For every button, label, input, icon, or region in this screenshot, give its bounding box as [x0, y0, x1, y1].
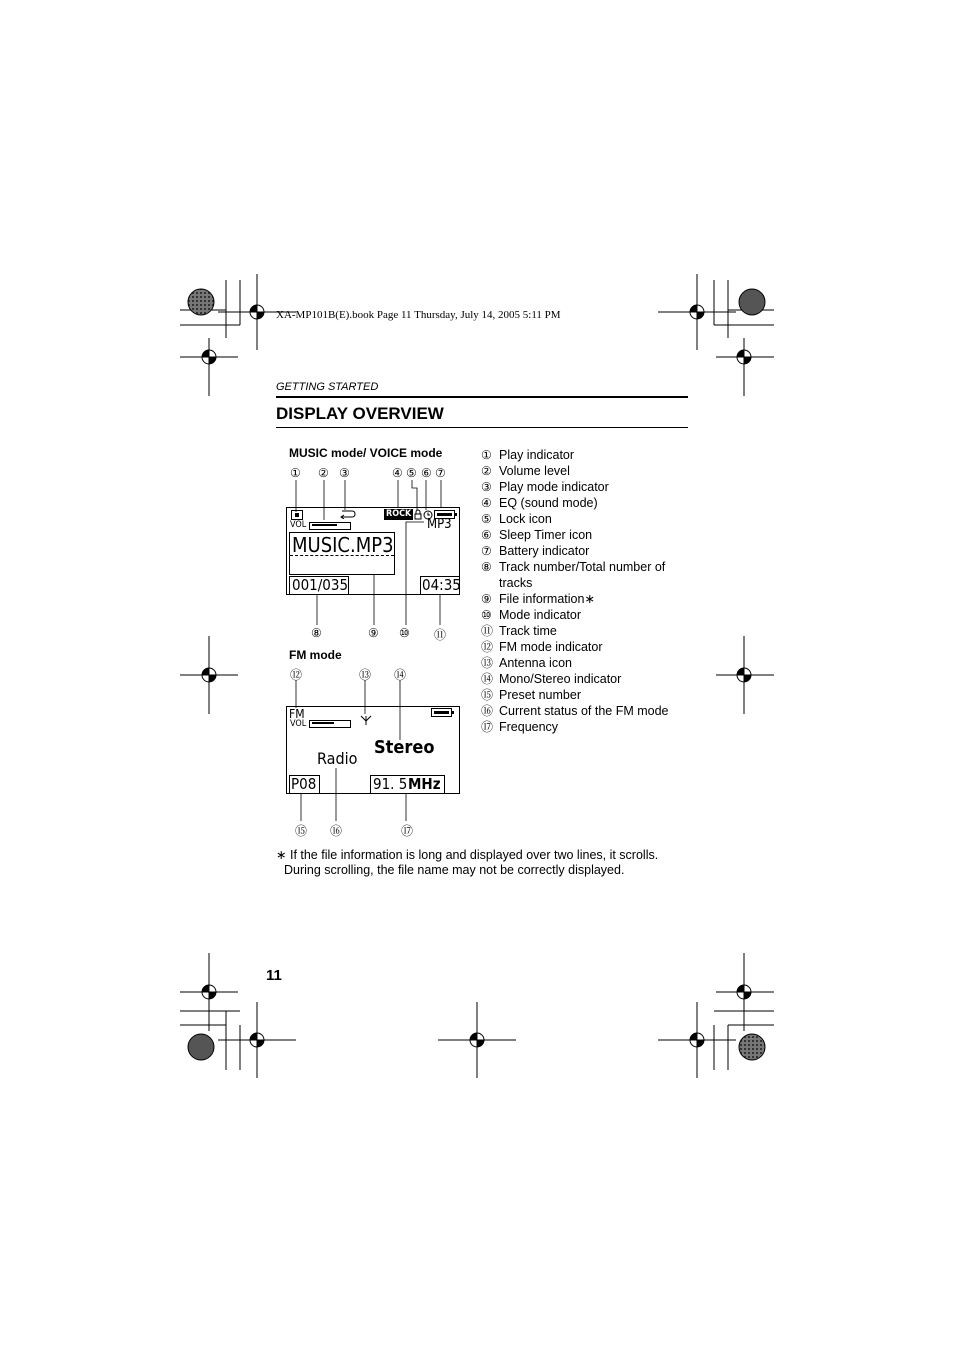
play-indicator-icon	[291, 510, 303, 520]
fm-mode-heading: FM mode	[289, 648, 342, 662]
legend-number: ③	[481, 480, 492, 494]
legend-text: Volume level	[499, 464, 570, 478]
legend-number: ⑮	[481, 688, 494, 702]
antenna-icon	[360, 715, 372, 726]
legend-number: ⑨	[481, 592, 492, 606]
footnote-line-1: If the file information is long and displayed over two lines, it scrolls.	[289, 848, 659, 862]
volume-label: VOL	[290, 520, 307, 530]
callout-13: ⑬	[359, 668, 372, 682]
volume-level-fill	[312, 524, 337, 526]
stereo-indicator: Stereo	[374, 737, 435, 758]
callout-7: ⑦	[435, 466, 446, 480]
legend-item	[481, 479, 699, 495]
fm-volume-label: VOL	[290, 719, 307, 729]
legend-text: Play mode indicator	[499, 480, 609, 494]
volume-bar	[309, 522, 351, 530]
legend-item	[481, 719, 699, 735]
preset-box	[289, 775, 320, 794]
legend-number: ⑩	[481, 608, 492, 622]
file-info-box	[289, 532, 395, 575]
legend-number: ⑰	[481, 720, 494, 734]
track-number: 001/035	[292, 576, 349, 594]
callout-8: ⑧	[311, 626, 322, 640]
time-box	[420, 576, 460, 595]
fm-volume-level-fill	[312, 722, 334, 724]
callout-12: ⑫	[290, 668, 303, 682]
fm-mode-indicator: FM	[289, 707, 305, 721]
legend-item	[481, 543, 699, 559]
legend-text: Play indicator	[499, 448, 575, 462]
legend-number: ⑬	[481, 656, 494, 670]
section-label: GETTING STARTED	[276, 381, 379, 393]
repeat-mode-icon	[340, 509, 356, 519]
legend-text: FM mode indicator	[499, 640, 603, 654]
frequency-value: 91. 5	[373, 775, 408, 793]
fm-status: Radio	[317, 749, 358, 768]
legend-item	[481, 511, 699, 527]
title-rule	[276, 427, 688, 428]
music-lcd	[286, 507, 460, 595]
legend-item	[481, 527, 699, 543]
footnote-line-2: During scrolling, the file name may not be correctly displayed.	[284, 863, 625, 877]
callout-9: ⑨	[368, 626, 379, 640]
callout-16: ⑯	[330, 824, 343, 838]
legend-item	[481, 687, 699, 703]
legend-text: Sleep Timer icon	[499, 528, 593, 542]
frequency-box	[370, 775, 445, 794]
legend-item	[481, 463, 699, 479]
legend-text: Frequency	[499, 720, 559, 734]
page-number: 11	[266, 967, 282, 984]
legend-text: Track time	[499, 624, 557, 638]
legend-number: ⑧	[481, 560, 492, 574]
callout-5: ⑤	[406, 466, 417, 480]
legend-item	[481, 623, 699, 639]
legend-number: ⑭	[481, 672, 494, 686]
file-name: MUSIC.MP3	[292, 533, 394, 557]
fm-battery-icon	[431, 708, 455, 717]
legend-text: Battery indicator	[499, 544, 590, 558]
footnote-mark: ∗	[276, 848, 287, 862]
legend-text: Track number/Total number of tracks	[499, 560, 666, 590]
legend-text: File information∗	[499, 592, 595, 606]
preset-number: P08	[291, 775, 317, 793]
legend-number: ⑥	[481, 528, 492, 542]
track-box	[289, 576, 349, 595]
fm-volume-bar	[309, 720, 351, 728]
legend-item	[481, 559, 699, 591]
legend-item	[481, 655, 699, 671]
legend-item	[481, 639, 699, 655]
legend-number: ①	[481, 448, 492, 462]
legend-item	[481, 591, 699, 607]
legend-item	[481, 607, 699, 623]
print-header: XA-MP101B(E).book Page 11 Thursday, July 14, 2005 5:11 PM	[276, 309, 561, 321]
callout-3: ③	[339, 466, 350, 480]
callout-10: ⑩	[399, 626, 410, 640]
legend-text: EQ (sound mode)	[499, 496, 598, 510]
callout-2: ②	[318, 466, 329, 480]
legend-number: ⑪	[481, 624, 494, 638]
legend-text: Lock icon	[499, 512, 552, 526]
callout-15: ⑮	[295, 824, 308, 838]
legend-number: ④	[481, 496, 492, 510]
eq-rock-badge: ROCK	[386, 509, 412, 519]
fm-lcd	[286, 706, 460, 794]
legend-number: ⑤	[481, 512, 492, 526]
frequency-unit: MHz	[408, 775, 441, 793]
legend-text: Mono/Stereo indicator	[499, 672, 622, 686]
legend-text: Preset number	[499, 688, 581, 702]
page-title: DISPLAY OVERVIEW	[276, 404, 444, 423]
callout-1: ①	[290, 466, 301, 480]
track-time: 04:35	[422, 576, 461, 594]
section-rule	[276, 396, 688, 398]
legend-item	[481, 447, 699, 463]
footnote	[276, 848, 658, 878]
legend-list	[481, 447, 699, 735]
callout-6: ⑥	[421, 466, 432, 480]
music-mode-heading: MUSIC mode/ VOICE mode	[289, 446, 443, 460]
mode-indicator: MP3	[427, 517, 452, 532]
callout-17: ⑰	[401, 824, 414, 838]
legend-item	[481, 703, 699, 719]
file-divider	[290, 555, 394, 557]
legend-item	[481, 495, 699, 511]
legend-item	[481, 671, 699, 687]
legend-number: ⑯	[481, 704, 494, 718]
callout-11: ⑪	[434, 628, 447, 642]
legend-number: ⑦	[481, 544, 492, 558]
callout-4: ④	[392, 466, 403, 480]
callout-14: ⑭	[394, 668, 407, 682]
legend-text: Antenna icon	[499, 656, 572, 670]
legend-text: Current status of the FM mode	[499, 704, 669, 718]
legend-number: ②	[481, 464, 492, 478]
legend-text: Mode indicator	[499, 608, 581, 622]
legend-number: ⑫	[481, 640, 494, 654]
